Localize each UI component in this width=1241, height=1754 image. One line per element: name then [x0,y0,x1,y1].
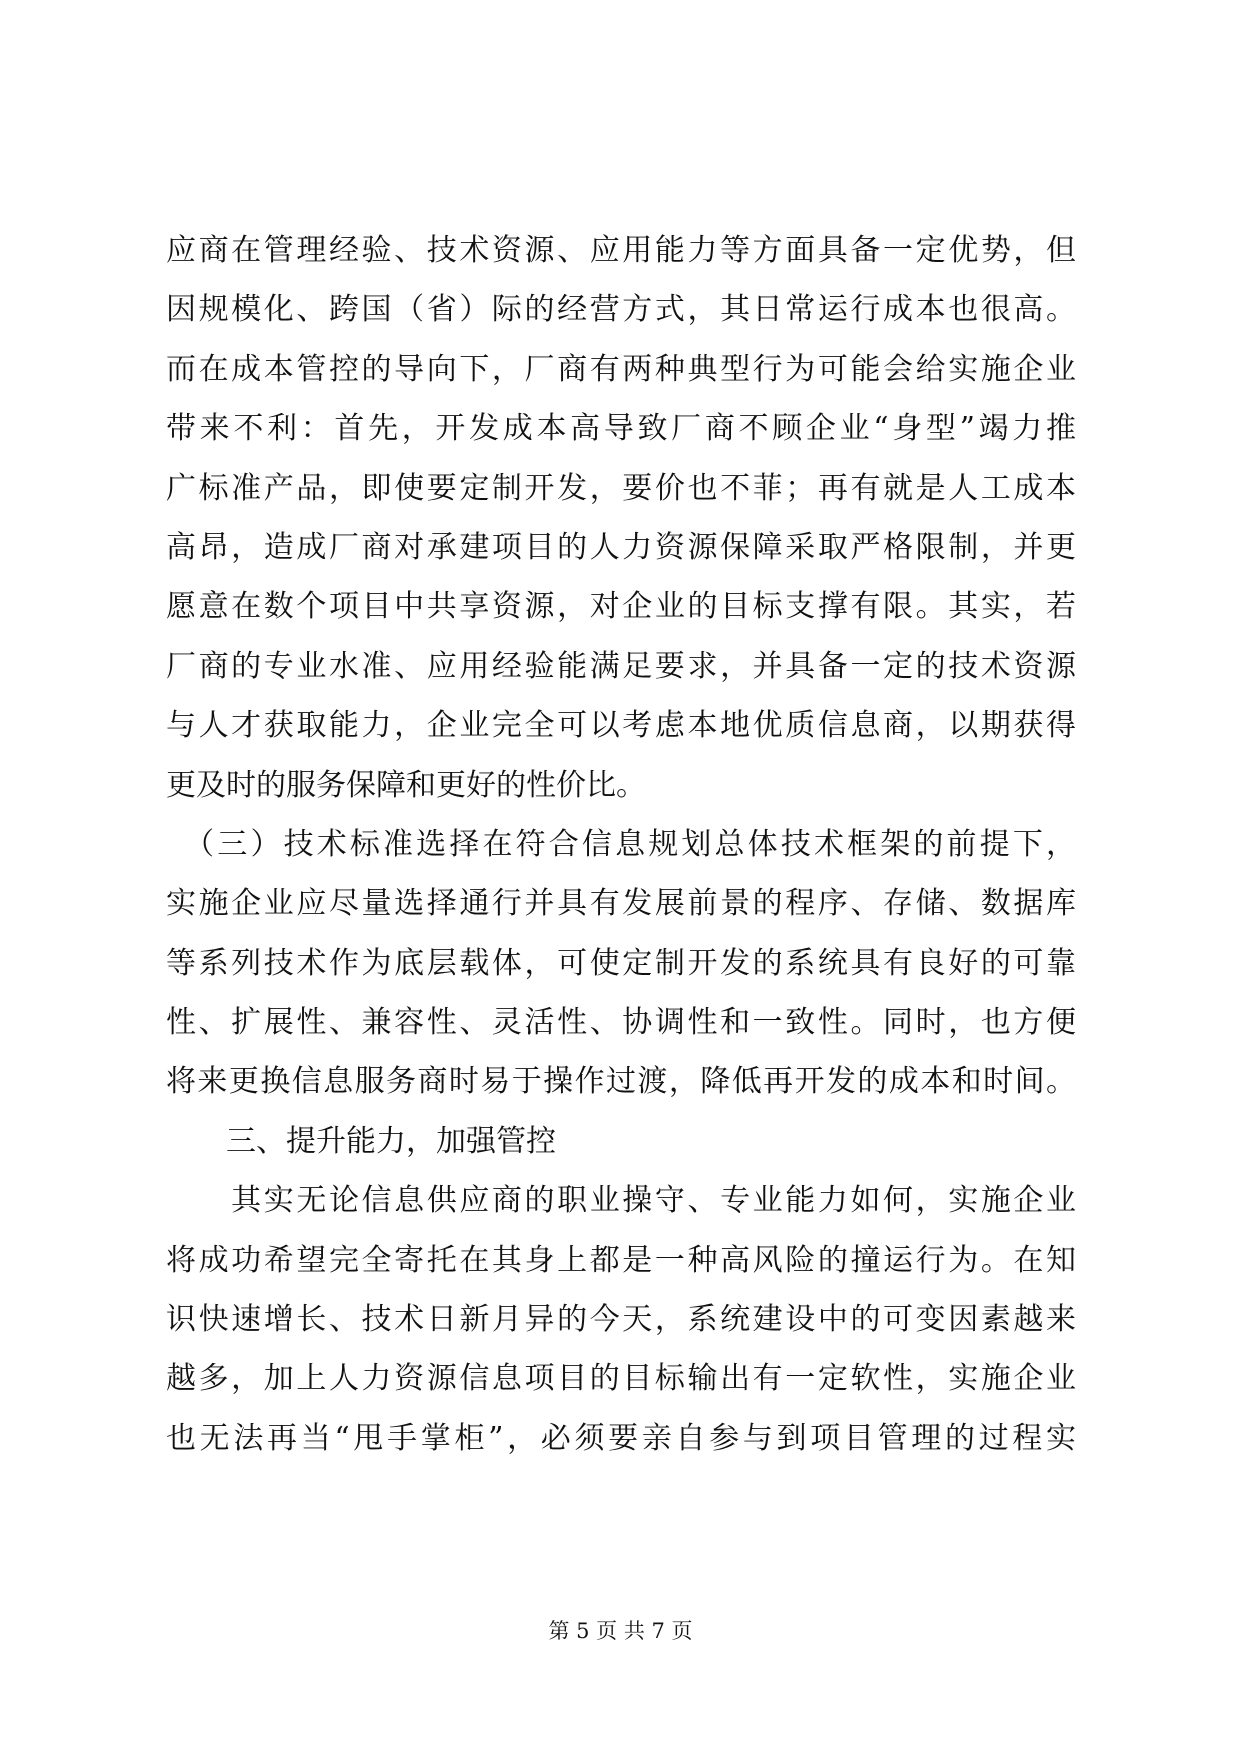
text-line: 而在成本管控的导向下，厂商有两种典型行为可能会给实施企业 [166,351,1076,387]
text-line: 将来更换信息服务商时易于操作过渡，降低再开发的成本和时间。 [166,1064,1076,1100]
text-line: 高昂，造成厂商对承建项目的人力资源保障采取严格限制，并更 [166,529,1076,565]
text-line: 更及时的服务保障和更好的性价比。 [166,767,646,803]
text-line: 等系列技术作为底层载体，可使定制开发的系统具有良好的可靠 [166,945,1076,981]
text-line: 三、提升能力，加强管控 [166,1123,556,1159]
text-line: 因规模化、跨国（省）际的经营方式，其日常运行成本也很高。 [166,292,1076,328]
text-line: 也无法再当“甩手掌柜”，必须要亲自参与到项目管理的过程实 [166,1420,1076,1456]
body-text [166,221,1076,1468]
text-line: 带来不利：首先，开发成本高导致厂商不顾企业“身型”竭力推 [166,411,1076,447]
text-line: 识快速增长、技术日新月异的今天，系统建设中的可变因素越来 [166,1302,1076,1338]
text-line: 与人才获取能力，企业完全可以考虑本地优质信息商，以期获得 [166,708,1076,744]
text-line: 愿意在数个项目中共享资源，对企业的目标支撑有限。其实，若 [166,589,1076,625]
text-line: 性、扩展性、兼容性、灵活性、协调性和一致性。同时，也方便 [166,1005,1076,1041]
text-line: 厂商的专业水准、应用经验能满足要求，并具备一定的技术资源 [166,648,1076,684]
text-line: （三）技术标准选择在符合信息规划总体技术框架的前提下， [166,826,1076,862]
page-footer: 第 5 页 共 7 页 [548,1619,693,1643]
text-line: 越多，加上人力资源信息项目的目标输出有一定软性，实施企业 [166,1361,1076,1397]
text-line: 将成功希望完全寄托在其身上都是一种高风险的撞运行为。在知 [166,1242,1076,1278]
text-line: 实施企业应尽量选择通行并具有发展前景的程序、存储、数据库 [166,886,1076,922]
text-line: 其实无论信息供应商的职业操守、专业能力如何，实施企业 [166,1183,1076,1219]
text-line: 广标准产品，即使要定制开发，要价也不菲；再有就是人工成本 [166,470,1076,506]
text-line: 应商在管理经验、技术资源、应用能力等方面具备一定优势，但 [166,233,1076,268]
